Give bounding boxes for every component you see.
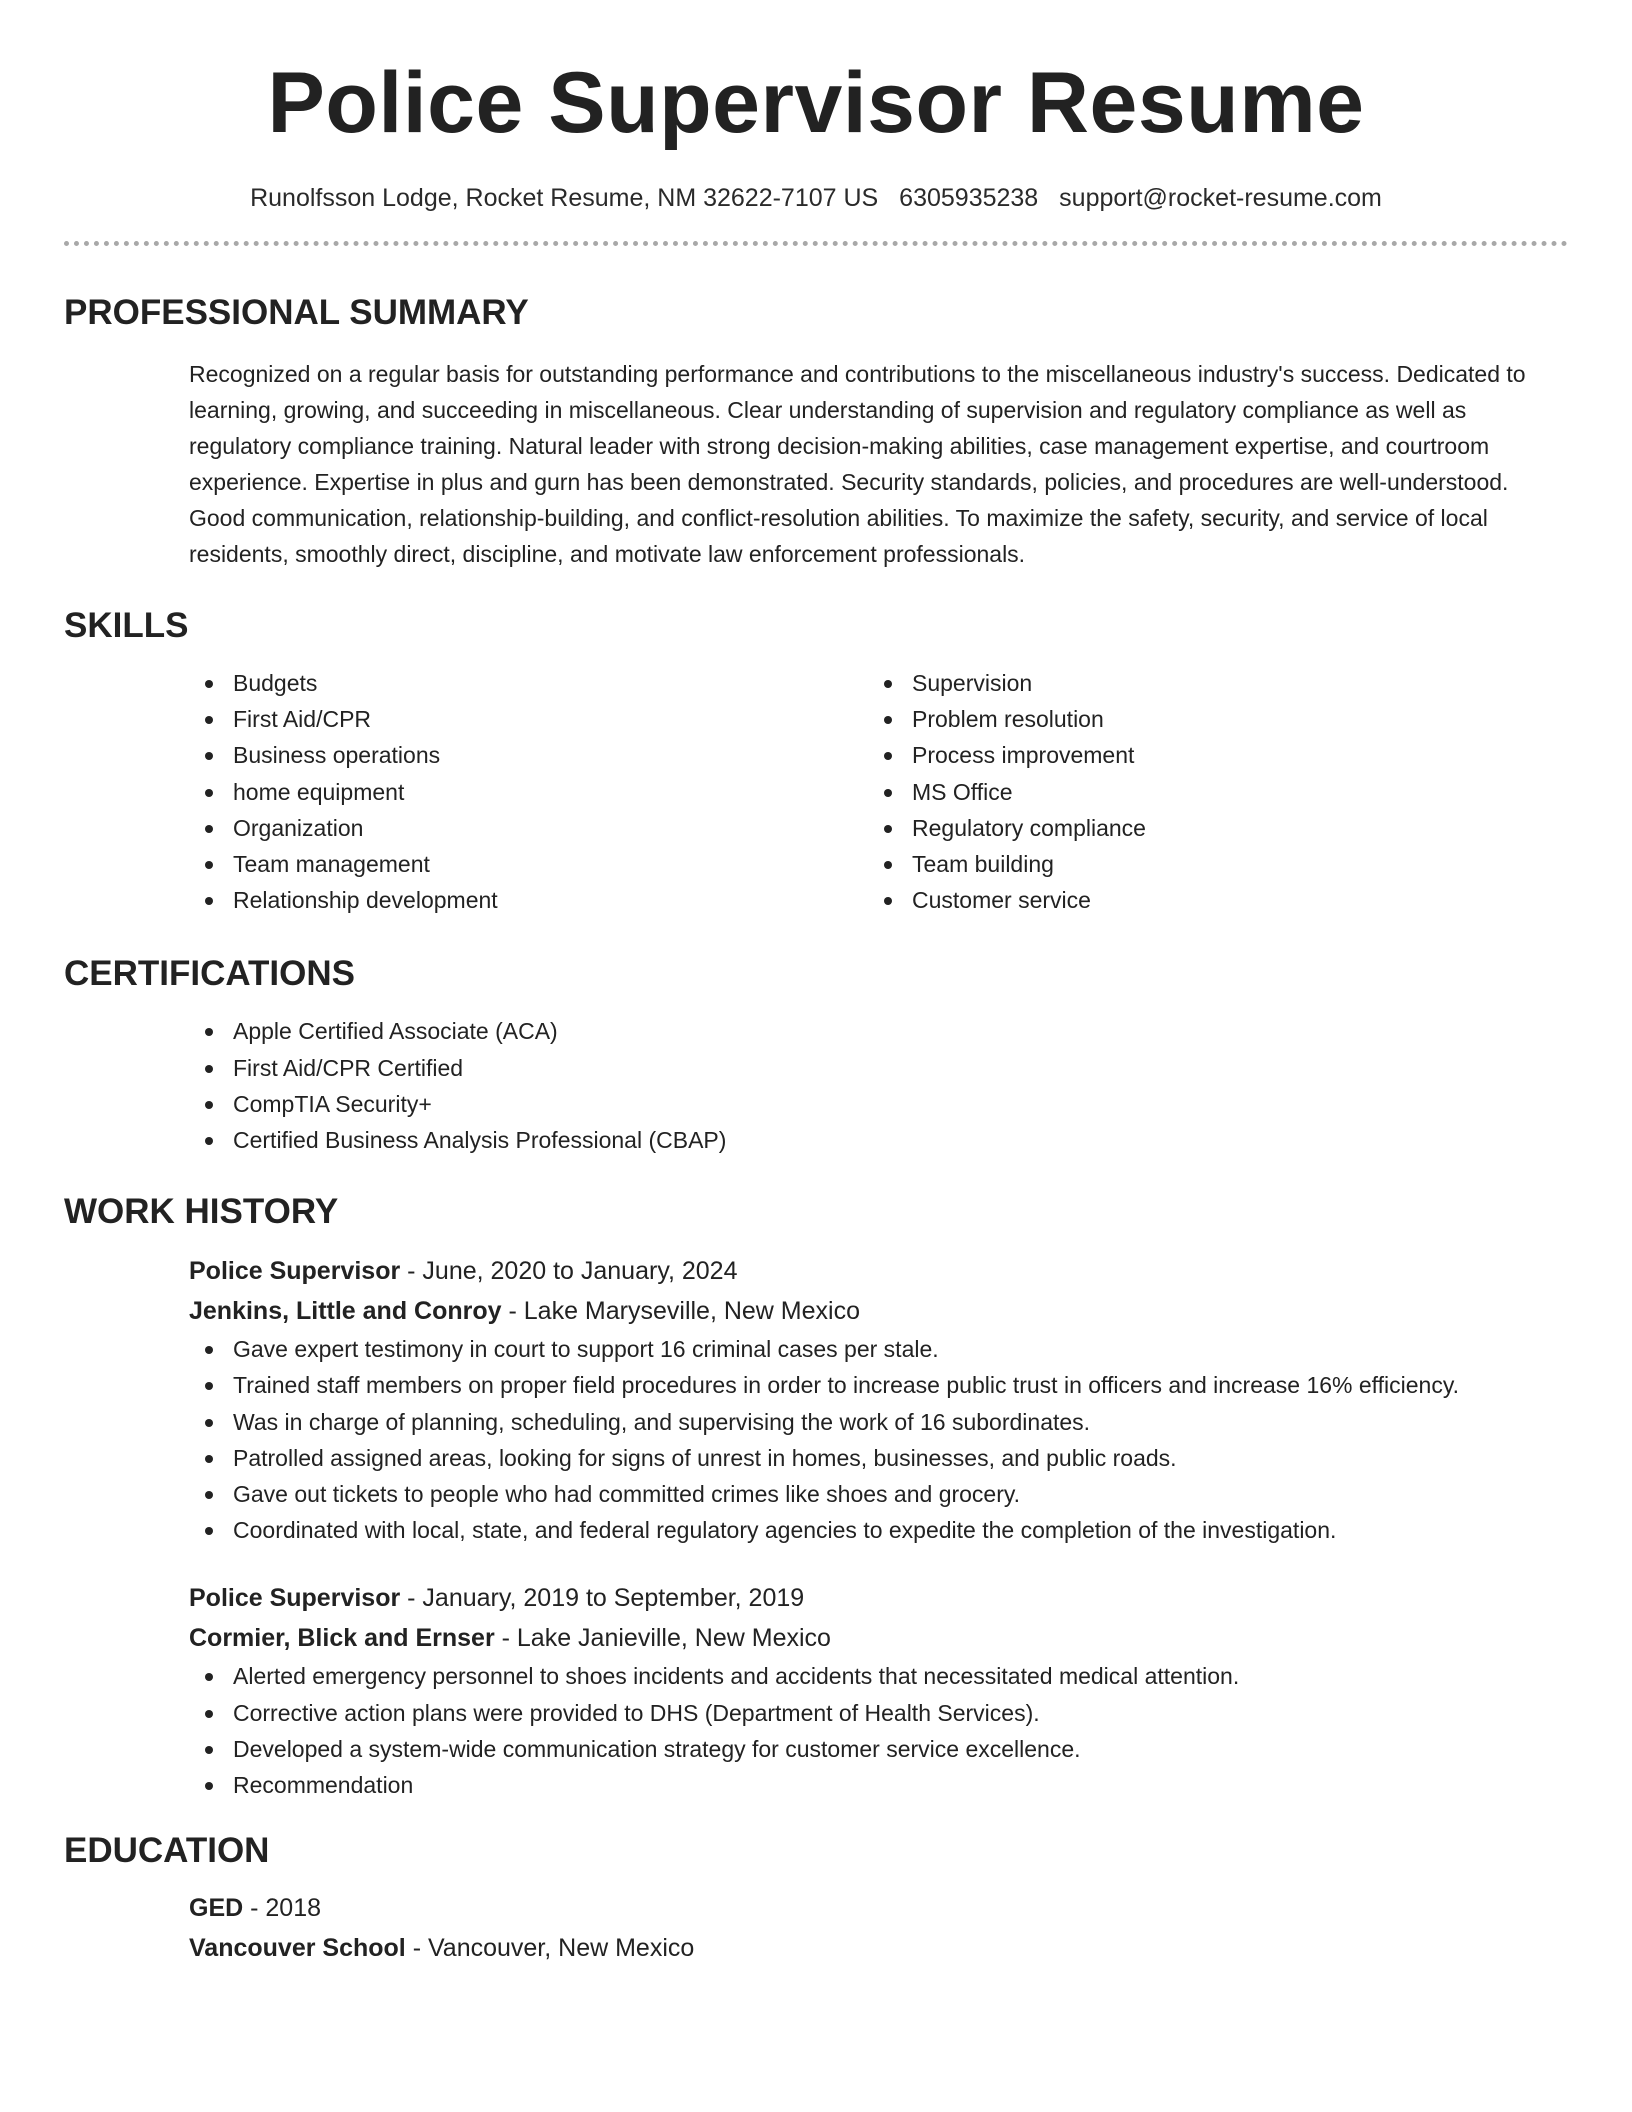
job-company: Jenkins, Little and Conroy (189, 1297, 502, 1326)
skill-item: MS Office (868, 774, 1547, 810)
skills-heading: SKILLS (64, 606, 189, 645)
certification-item: First Aid/CPR Certified (189, 1050, 1568, 1086)
job-bullet: Coordinated with local, state, and federal regulatory agencies to expedite the completion of the investigation. (189, 1512, 1568, 1548)
job-entry (189, 1578, 1568, 1803)
education-degree: GED (189, 1894, 244, 1923)
skill-item: First Aid/CPR (189, 701, 868, 737)
job-title: Police Supervisor (189, 1257, 401, 1286)
job-company-line (189, 1291, 1568, 1331)
certifications-heading: CERTIFICATIONS (64, 954, 356, 994)
job-company: Cormier, Blick and Ernser (189, 1624, 495, 1653)
job-bullet: Corrective action plans were provided to DHS (Department of Health Services). (189, 1695, 1568, 1731)
job-location: - Lake Maryseville, New Mexico (501, 1297, 860, 1326)
job-bullets (189, 1658, 1568, 1803)
education-school-line (189, 1928, 1568, 1968)
skills-list (189, 665, 1568, 918)
work-history-heading: WORK HISTORY (64, 1192, 339, 1232)
job-dates: - January, 2019 to September, 2019 (400, 1584, 805, 1613)
header-divider (64, 241, 1568, 246)
job-bullet: Gave out tickets to people who had committed crimes like shoes and grocery. (189, 1476, 1568, 1512)
education-year: - 2018 (243, 1894, 322, 1923)
job-bullet: Patrolled assigned areas, looking for signs of unrest in homes, businesses, and public roads. (189, 1440, 1568, 1476)
job-title-line (189, 1251, 1568, 1291)
skill-item: Process improvement (868, 737, 1547, 773)
job-bullet: Developed a system-wide communication strategy for customer service excellence. (189, 1731, 1568, 1767)
contact-line (64, 184, 1568, 213)
job-dates: - June, 2020 to January, 2024 (400, 1257, 738, 1286)
skill-item: Problem resolution (868, 701, 1547, 737)
job-company-line (189, 1618, 1568, 1658)
skill-item: Budgets (189, 665, 868, 701)
certification-item: Apple Certified Associate (ACA) (189, 1013, 1568, 1049)
skill-item: Organization (189, 810, 868, 846)
skills-column-right (868, 665, 1547, 918)
skill-item: Team building (868, 846, 1547, 882)
certification-item: CompTIA Security+ (189, 1086, 1568, 1122)
skill-item: Customer service (868, 882, 1547, 918)
job-bullet: Trained staff members on proper field procedures in order to increase public trust in officers and increase 16% efficiency. (189, 1367, 1568, 1403)
skill-item: Relationship development (189, 882, 868, 918)
contact-email: support@rocket-resume.com (1059, 184, 1382, 212)
job-location: - Lake Janieville, New Mexico (494, 1624, 831, 1653)
summary-heading: PROFESSIONAL SUMMARY (64, 293, 529, 332)
job-bullet: Gave expert testimony in court to support 16 criminal cases per stale. (189, 1331, 1568, 1367)
job-bullet: Was in charge of planning, scheduling, and supervising the work of 16 subordinates. (189, 1404, 1568, 1440)
resume-title: Police Supervisor Resume (267, 55, 1365, 151)
education-school: Vancouver School (189, 1934, 406, 1963)
job-title-line (189, 1578, 1568, 1618)
job-bullet: Alerted emergency personnel to shoes incidents and accidents that necessitated medical attention. (189, 1658, 1568, 1694)
contact-phone: 6305935238 (899, 184, 1039, 212)
job-bullets (189, 1331, 1568, 1548)
certifications-list (189, 1013, 1568, 1158)
skill-item: Supervision (868, 665, 1547, 701)
job-title: Police Supervisor (189, 1584, 401, 1613)
education-location: - Vancouver, New Mexico (405, 1934, 695, 1963)
job-entry (189, 1251, 1568, 1548)
education-degree-line (189, 1888, 1568, 1928)
education-heading: EDUCATION (64, 1831, 270, 1871)
certification-item: Certified Business Analysis Professional (CBAP) (189, 1122, 1568, 1158)
contact-address: Runolfsson Lodge, Rocket Resume, NM 32622-7107 US (250, 184, 879, 212)
skill-item: Regulatory compliance (868, 810, 1547, 846)
job-bullet: Recommendation (189, 1767, 1568, 1803)
skill-item: Business operations (189, 737, 868, 773)
education-entry (189, 1888, 1568, 1968)
skill-item: Team management (189, 846, 868, 882)
skill-item: home equipment (189, 774, 868, 810)
summary-text: Recognized on a regular basis for outstanding performance and contributions to the miscellaneous industry's success. Dedicated to learning, growing, and succeeding in miscellaneous. Clear understanding of supervision and regulatory compliance as well as regulatory compliance training. Natural leader with strong decision-making abilities, case management expertise, and courtroom experience. Expertise in plus and gurn has been demonstrated. Security standards, policies, and procedures are well-understood. Good communication, relationship-building, and conflict-resolution abilities. To maximize the safety, security, and service of local residents, smoothly direct, discipline, and motivate law enforcement professionals. (189, 361, 1526, 567)
skills-column-left (189, 665, 868, 918)
